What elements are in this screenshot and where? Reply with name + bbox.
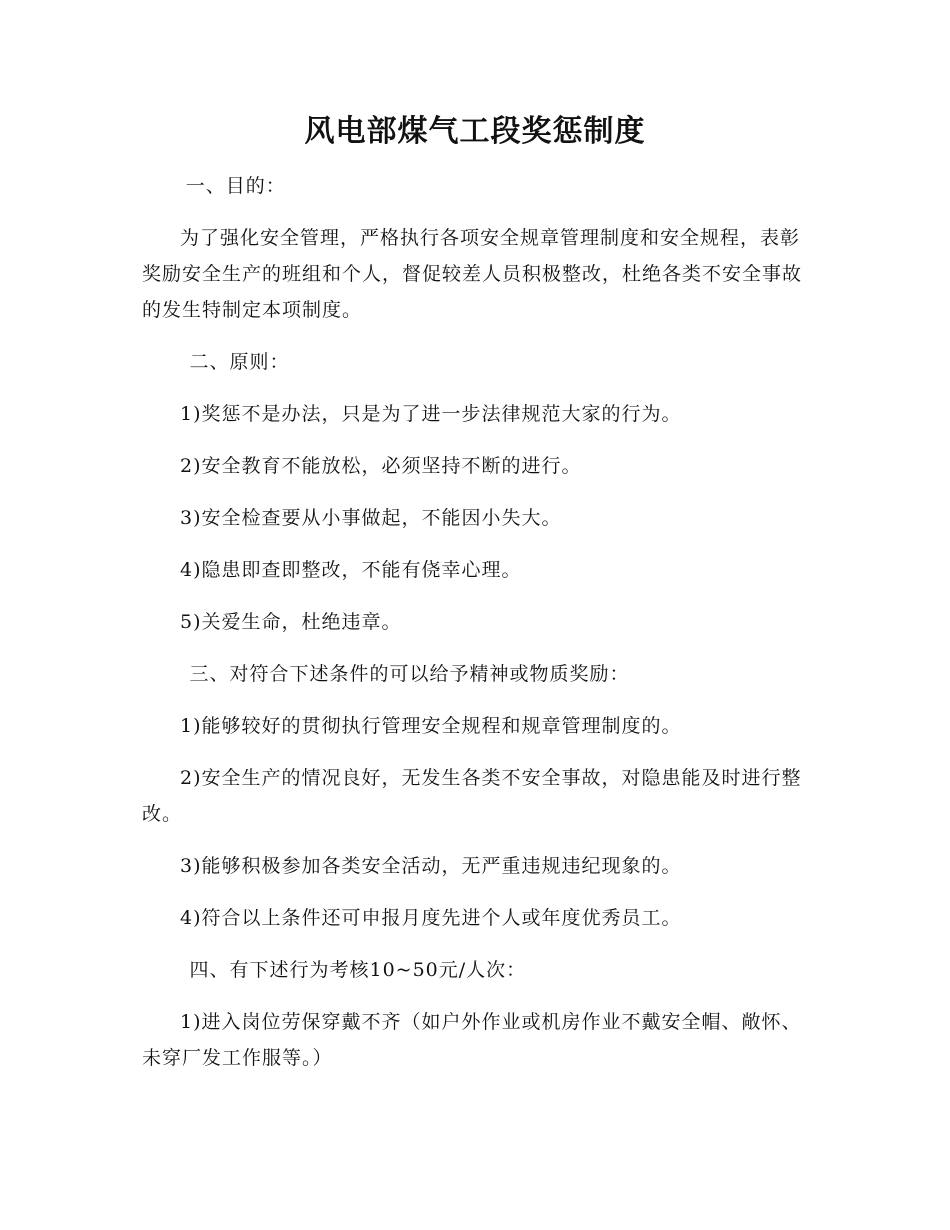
reward-item-3: 3)能够积极参加各类安全活动，无严重违规违纪现象的。 (180, 855, 682, 877)
document-body (142, 168, 802, 1092)
reward-item-2: 2)安全生产的情况良好，无发生各类不安全事故，对隐患能及时进行整改。 (142, 767, 802, 825)
reward-item-4: 4)符合以上条件还可申报月度先进个人或年度优秀员工。 (180, 907, 682, 929)
penalty-item-1: 1)进入岗位劳保穿戴不齐（如户外作业或机房作业不戴安全帽、敞怀、未穿厂发工作服等。） (142, 1011, 802, 1069)
principle-item-2: 2)安全教育不能放松，必须坚持不断的进行。 (180, 455, 582, 477)
principle-item-5: 5)关爱生命，杜绝违章。 (180, 611, 402, 633)
principle-item-3: 3)安全检查要从小事做起，不能因小失大。 (180, 507, 562, 529)
section-heading-penalties: 四、有下述行为考核10~50元/人次： (189, 959, 527, 981)
section-heading-purpose: 一、目的： (185, 175, 286, 197)
document-title: 风电部煤气工段奖惩制度 (304, 114, 646, 149)
principle-item-1: 1)奖惩不是办法，只是为了进一步法律规范大家的行为。 (180, 403, 682, 425)
section-heading-rewards: 三、对符合下述条件的可以给予精神或物质奖励： (189, 663, 630, 685)
paragraph-purpose: 为了强化安全管理，严格执行各项安全规章管理制度和安全规程，表彰奖励安全生产的班组和个人，督促较差人员积极整改，杜绝各类不安全事故的发生特制定本项制度。 (142, 227, 803, 321)
section-heading-principles: 二、原则： (189, 351, 290, 373)
reward-item-1: 1)能够较好的贯彻执行管理安全规程和规章管理制度的。 (180, 715, 682, 737)
principle-item-4: 4)隐患即查即整改，不能有侥幸心理。 (180, 559, 522, 581)
